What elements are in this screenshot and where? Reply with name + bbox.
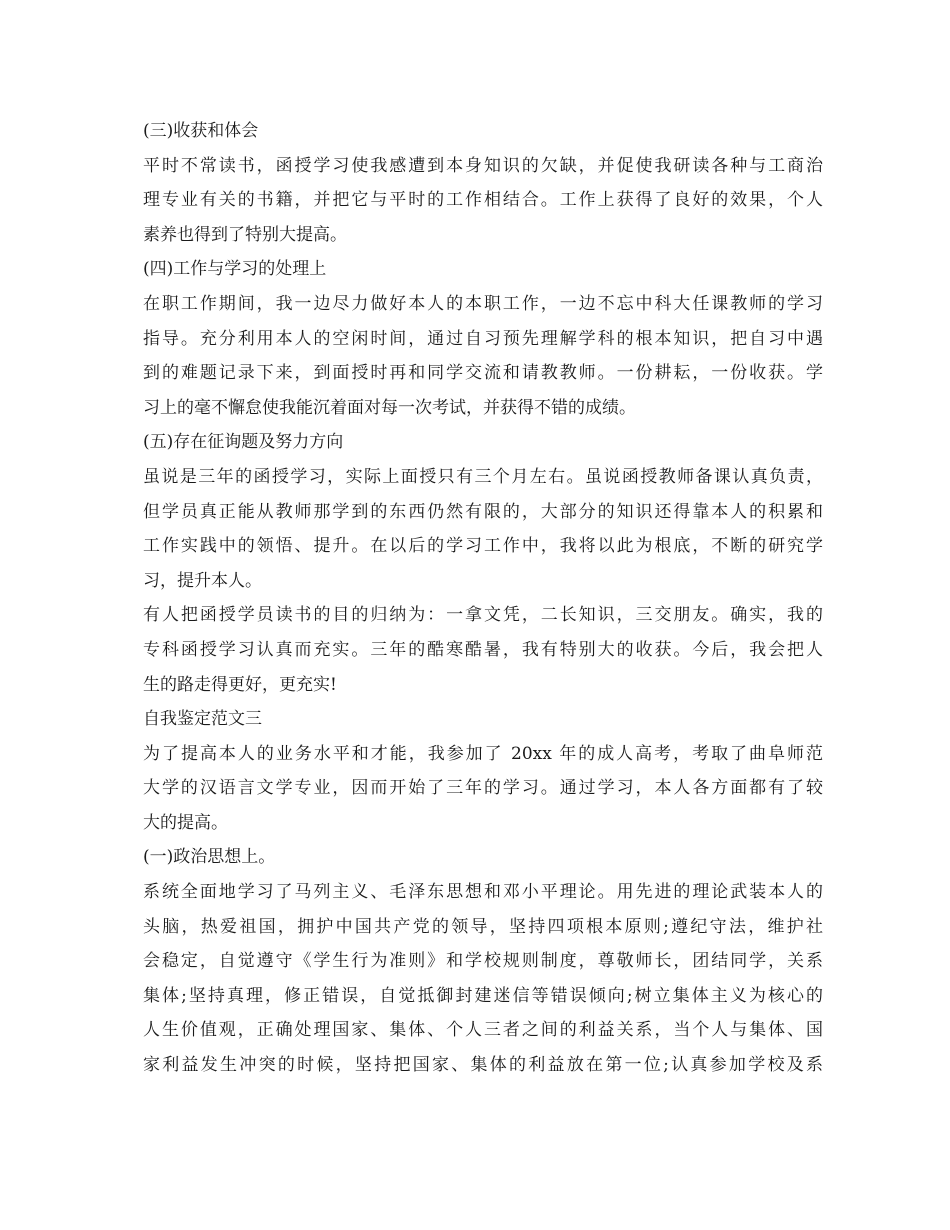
text-line: 在职工作期间，我一边尽力做好本人的本职工作，一边不忘中科大任课教师的学习 — [143, 293, 823, 314]
text-line: 平时不常读书，函授学习使我感遭到本身知识的欠缺，并促使我研读各种与工商治 — [143, 155, 823, 176]
text-line: 指导。充分利用本人的空闲时间，通过自习预先理解学科的根本知识，把自习中遇 — [143, 328, 823, 349]
text-line: 大学的汉语言文学专业，因而开始了三年的学习。通过学习，本人各方面都有了较 — [143, 778, 823, 799]
text-line: 会稳定，自觉遵守《学生行为准则》和学校规则制度，尊敬师长，团结同学，关系 — [143, 951, 823, 972]
text-line: 但学员真正能从教师那学到的东西仍然有限的，大部分的知识还得靠本人的积累和 — [143, 501, 823, 522]
text-line: 有人把函授学员读书的目的归纳为：一拿文凭，二长知识，三交朋友。确实，我的 — [143, 605, 823, 626]
text-line: (三)收获和体会 — [143, 121, 259, 141]
text-line: 人生价值观，正确处理国家、集体、个人三者之间的利益关系，当个人与集体、国 — [143, 1020, 823, 1041]
text-line: (四)工作与学习的处理上 — [143, 259, 327, 280]
text-line: 家利益发生冲突的时候，坚持把国家、集体的利益放在第一位;认真参加学校及系 — [143, 1055, 823, 1076]
text-line: 习，提升本人。 — [143, 570, 262, 591]
text-line: 理专业有关的书籍，并把它与平时的工作相结合。工作上获得了良好的效果，个人 — [143, 190, 823, 211]
text-line: 自我鉴定范文三 — [143, 709, 262, 730]
text-line: 系统全面地学习了马列主义、毛泽东思想和邓小平理论。用先进的理论武装本人的 — [143, 882, 823, 903]
text-line: 素养也得到了特别大提高。 — [143, 224, 347, 245]
text-line: 集体;坚持真理，修正错误，自觉抵御封建迷信等错误倾向;树立集体主义为核心的 — [143, 985, 823, 1006]
text-line: (一)政治思想上。 — [143, 847, 276, 868]
text-line: 到的难题记录下来，到面授时再和同学交流和请教教师。一份耕耘，一份收获。学 — [143, 363, 823, 384]
text-line: 工作实践中的领悟、提升。在以后的学习工作中，我将以此为根底，不断的研究学 — [143, 536, 823, 557]
text-line: 大的提高。 — [143, 812, 228, 833]
document-body — [143, 114, 823, 1083]
text-line: 习上的毫不懈怠使我能沉着面对每一次考试，并获得不错的成绩。 — [143, 397, 636, 418]
text-line: 虽说是三年的函授学习，实际上面授只有三个月左右。虽说函授教师备课认真负责， — [143, 466, 823, 487]
text-line: 为了提高本人的业务水平和才能，我参加了 20xx 年的成人高考，考取了曲阜师范 — [143, 743, 823, 764]
text-line: (五)存在征询题及努力方向 — [143, 432, 344, 453]
text-line: 专科函授学习认真而充实。三年的酷寒酷暑，我有特别大的收获。今后，我会把人 — [143, 639, 823, 660]
text-line: 头脑，热爱祖国，拥护中国共产党的领导，坚持四项根本原则;遵纪守法，维护社 — [143, 916, 823, 937]
text-line: 生的路走得更好，更充实! — [143, 674, 337, 695]
